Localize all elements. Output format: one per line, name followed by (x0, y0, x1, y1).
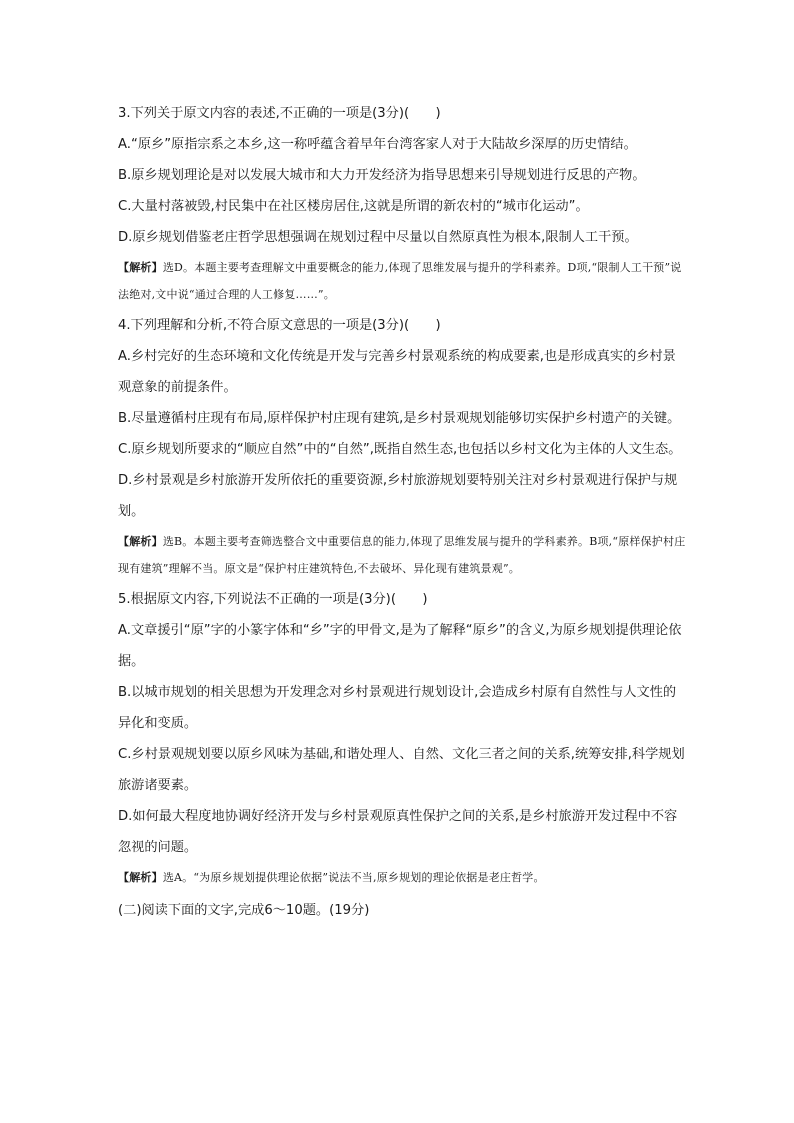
section-heading: (二)阅读下面的文字,完成6～10题。(19分) (118, 903, 370, 918)
question-5-analysis (118, 864, 688, 891)
question-5-option-c: C.乡村景观规划要以原乡风味为基础,和谐处理人、自然、文化三者之间的关系,统筹安排,科学规划旅游诸要素。 (118, 747, 685, 793)
question-4-option-d: D.乡村景观是乡村旅游开发所依托的重要资源,乡村旅游规划要特别关注对乡村景观进行保护与规划。 (118, 473, 678, 519)
question-5-option-b: B.以城市规划的相关思想为开发理念对乡村景观进行规划设计,会造成乡村原有自然性与人文性的异化和变质。 (118, 685, 677, 731)
question-4-stem: 4.下列理解和分析,不符合原文意思的一项是(3分)( ) (118, 318, 441, 333)
question-3-analysis (118, 254, 688, 308)
analysis-text: 选D。本题主要考查理解文中重要概念的能力,体现了思维发展与提升的学科素养。D项,“限制人工干预”说法绝对,文中说“通过合理的人工修复……”。 (118, 261, 682, 301)
analysis-text: 选A。“为原乡规划提供理论依据”说法不当,原乡规划的理论依据是老庄哲学。 (162, 871, 545, 884)
question-4-option-b: B.尽量遵循村庄现有布局,原样保护村庄现有建筑,是乡村景观规划能够切实保护乡村遗产的关键。 (118, 411, 681, 426)
question-4-option-a: A.乡村完好的生态环境和文化传统是开发与完善乡村景观系统的构成要素,也是形成真实的乡村景观意象的前提条件。 (118, 349, 676, 395)
analysis-tag: 【解析】 (118, 535, 163, 548)
question-3-option-c: C.大量村落被毁,村民集中在社区楼房居住,这就是所谓的新农村的“城市化运动”。 (118, 199, 589, 214)
question-5-stem: 5.根据原文内容,下列说法不正确的一项是(3分)( ) (118, 592, 428, 607)
analysis-text: 选B。本题主要考查筛选整合文中重要信息的能力,体现了思维发展与提升的学科素养。B项,“原样保护村庄现有建筑”理解不当。原文是“保护村庄建筑特色,不去破坏、异化现有建筑景观”。 (118, 535, 686, 575)
document-page (118, 98, 688, 926)
question-3-option-d: D.原乡规划借鉴老庄哲学思想强调在规划过程中尽量以自然原真性为根本,限制人工干预。 (118, 230, 638, 245)
question-3-option-a: A.“原乡”原指宗系之本乡,这一称呼蕴含着早年台湾客家人对于大陆故乡深厚的历史情结。 (118, 137, 637, 152)
analysis-tag: 【解析】 (118, 261, 163, 274)
question-4-analysis (118, 528, 688, 582)
question-4-option-c: C.原乡规划所要求的“顺应自然”中的“自然”,既指自然生态,也包括以乡村文化为主体的人文生态。 (118, 442, 682, 457)
question-3-option-b: B.原乡规划理论是对以发展大城市和大力开发经济为指导思想来引导规划进行反思的产物。 (118, 168, 646, 183)
question-5-option-d: D.如何最大程度地协调好经济开发与乡村景观原真性保护之间的关系,是乡村旅游开发过程中不容忽视的问题。 (118, 809, 678, 855)
analysis-tag: 【解析】 (118, 871, 163, 884)
question-3-stem: 3.下列关于原文内容的表述,不正确的一项是(3分)( ) (118, 106, 441, 121)
question-5-option-a: A.文章援引“原”字的小篆字体和“乡”字的甲骨文,是为了解释“原乡”的含义,为原乡规划提供理论依据。 (118, 623, 682, 669)
